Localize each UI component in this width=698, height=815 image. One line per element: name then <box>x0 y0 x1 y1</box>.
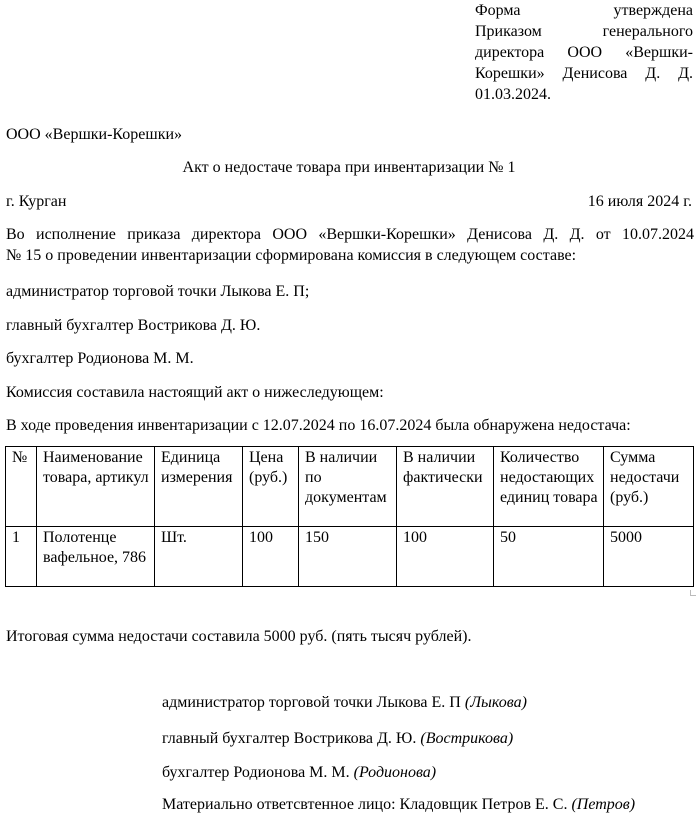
table-row <box>6 527 694 587</box>
signature-line <box>162 794 635 815</box>
document-date: 16 июля 2024 г. <box>587 193 692 210</box>
approval-line: Форма утверждена <box>475 2 693 19</box>
document-city: г. Курган <box>6 193 67 210</box>
approval-stamp-block <box>475 0 693 105</box>
signature-line <box>162 692 527 713</box>
approval-line: Приказом генерального <box>475 23 693 40</box>
table-cell: Шт. <box>155 527 243 587</box>
signature-name: (Лыкова) <box>464 694 527 711</box>
shortage-statement: В ходе проведения инвентаризации с 12.07.2024 по 16.07.2024 была обнаружена недостача: <box>6 417 631 434</box>
approval-line: 01.03.2024. <box>475 86 551 103</box>
signature-name: (Родионова) <box>353 764 437 781</box>
table-cell: 1 <box>6 527 37 587</box>
signature-role: администратор торговой точки Лыкова Е. П <box>162 694 461 711</box>
signature-line <box>162 762 436 783</box>
intro-line: Во исполнение приказа директора ООО «Вершки-Корешки» Денисова Д. Д. от 10.07.2024 <box>6 226 694 243</box>
approval-line: директора ООО «Вершки- <box>475 44 693 61</box>
organization-name: ООО «Вершки-Корешки» <box>6 126 183 143</box>
signature-line <box>162 728 513 749</box>
commission-member: администратор торговой точки Лыкова Е. П; <box>6 283 310 300</box>
commission-member: главный бухгалтер Вострикова Д. Ю. <box>6 317 261 334</box>
commission-statement: Комиссия составила настоящий акт о нижеследующем: <box>6 384 384 401</box>
table-cell: 100 <box>397 527 494 587</box>
table-header-row <box>6 447 694 527</box>
total-statement: Итоговая сумма недостачи составила 5000 руб. (пять тысяч рублей). <box>6 628 472 645</box>
document-title: Акт о недостаче товара при инвентаризации № 1 <box>182 159 516 176</box>
intro-line: № 15 о проведении инвентаризации сформирована комиссия в следующем составе: <box>6 247 577 264</box>
table-header-cell: Единица измерения <box>155 447 243 527</box>
shortage-table <box>5 446 694 587</box>
table-header-cell: № <box>6 447 37 527</box>
table-header-cell: Наименование товара, артикул <box>37 447 155 527</box>
table-header-cell: Сумма недостачи (руб.) <box>604 447 694 527</box>
table-header-cell: В наличии фактически <box>397 447 494 527</box>
table-cell: 50 <box>494 527 604 587</box>
table-cell: 100 <box>243 527 299 587</box>
table-cell: Полотенце вафельное, 786 <box>37 527 155 587</box>
signature-role: бухгалтер Родионова М. М. <box>162 764 350 781</box>
signature-role: Материально ответсвтенное лицо: Кладовщик Петров Е. С. <box>162 796 568 813</box>
table-cell: 150 <box>299 527 397 587</box>
intro-paragraph <box>6 224 694 266</box>
signature-name: (Петров) <box>571 796 636 813</box>
table-header-cell: Количество недостающих единиц товара <box>494 447 604 527</box>
page-corner-mark <box>690 590 696 596</box>
table-header-cell: Цена (руб.) <box>243 447 299 527</box>
signature-name: (Вострикова) <box>420 730 514 747</box>
approval-line: Корешки» Денисова Д. Д. <box>475 65 693 82</box>
commission-member: бухгалтер Родионова М. М. <box>6 350 194 367</box>
table-header-cell: В наличии по документам <box>299 447 397 527</box>
table-cell: 5000 <box>604 527 694 587</box>
signature-role: главный бухгалтер Вострикова Д. Ю. <box>162 730 417 747</box>
